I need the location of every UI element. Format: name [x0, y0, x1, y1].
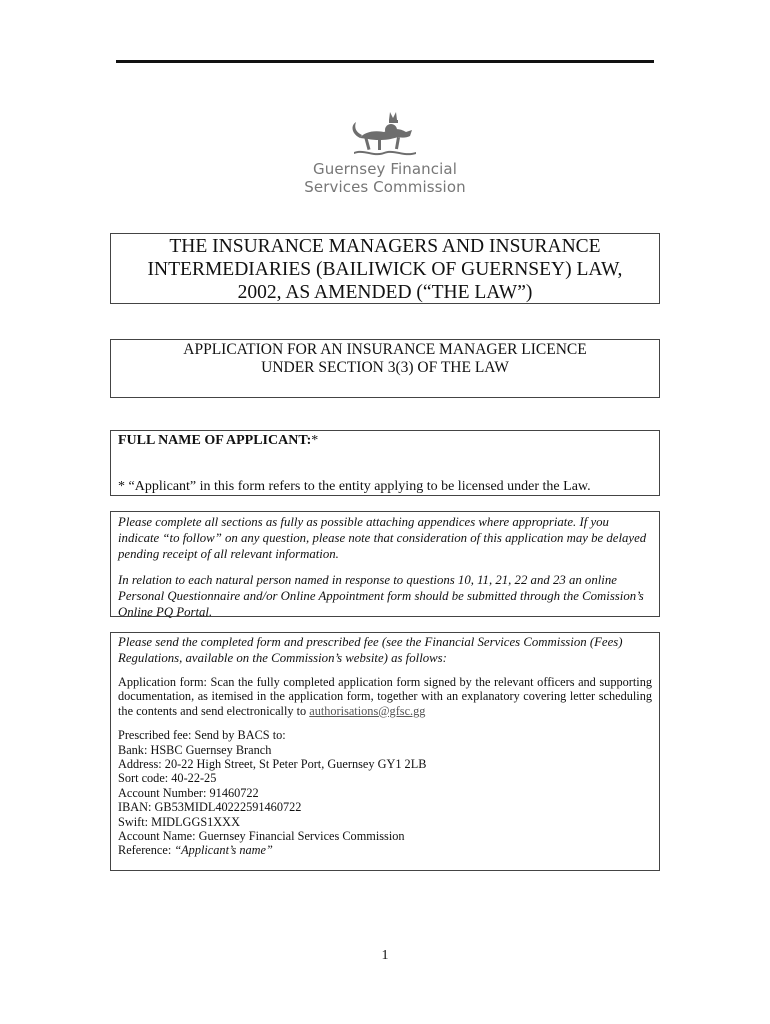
reference-value: “Applicant’s name”	[174, 843, 273, 858]
application-form-text: Application form: Scan the fully completed application form signed by the relevant officers and supporting documentation, as itemised in the application form, together with an explanatory covering letter scheduling the contents and send electronically to	[118, 675, 652, 718]
sort-code-line: Sort code: 40-22-25	[118, 771, 217, 786]
law-title-line: INTERMEDIARIES (BAILIWICK OF GUERNSEY) LAW,	[147, 259, 623, 280]
application-title-line: UNDER SECTION 3(3) OF THE LAW	[261, 359, 509, 376]
application-title-line: APPLICATION FOR AN INSURANCE MANAGER LICENCE	[183, 341, 587, 358]
email-link[interactable]: authorisations@gfsc.gg	[309, 703, 426, 718]
applicant-definition-note: * “Applicant” in this form refers to the entity applying to be licensed under the Law.	[118, 479, 591, 494]
submission-box	[110, 632, 660, 871]
instructions-box	[110, 511, 660, 617]
application-form-instructions	[118, 675, 652, 718]
reference-label: Reference:	[118, 843, 175, 858]
required-asterisk: *	[311, 433, 319, 448]
submission-intro: Please send the completed form and prescribed fee (see the Financial Services Commission (Fees) Regulations, available on the Commission’s website) as follows:	[118, 635, 623, 665]
reference-line	[118, 843, 652, 857]
instructions-paragraph: Please complete all sections as fully as possible attaching appendices where appropriate. If you indicate “to follow” on any question, please note that consideration of this application may be delayed pending receipt of all relevant information.	[118, 515, 647, 561]
law-title-line: 2002, AS AMENDED (“THE LAW”)	[237, 282, 533, 303]
gfsc-logo	[300, 108, 470, 203]
bank-line: Bank: HSBC Guernsey Branch	[118, 742, 272, 757]
address-line: Address: 20-22 High Street, St Peter Port, Guernsey GY1 2LB	[118, 757, 427, 772]
fee-heading: Prescribed fee: Send by BACS to:	[118, 728, 286, 743]
account-name-line: Account Name: Guernsey Financial Services Commission	[118, 829, 405, 844]
instructions-paragraph: In relation to each natural person named in response to questions 10, 11, 21, 22 and 23 an online Personal Questionnaire and/or Online Appointment form should be submitted through the Comission’s Online PQ Portal.	[118, 573, 644, 619]
top-rule	[116, 60, 654, 63]
application-title-box	[110, 339, 660, 398]
lion-crest-icon	[340, 108, 430, 160]
logo-line-2: Services Commission	[304, 178, 466, 196]
iban-line: IBAN: GB53MIDL40222591460722	[118, 800, 302, 815]
applicant-name-label: FULL NAME OF APPLICANT:	[118, 433, 312, 448]
account-number-line: Account Number: 91460722	[118, 785, 259, 800]
swift-line: Swift: MIDLGGS1XXX	[118, 814, 240, 829]
applicant-name-field[interactable]	[110, 430, 660, 496]
law-title-box	[110, 233, 660, 304]
page-number: 1	[381, 948, 389, 963]
logo-line-1: Guernsey Financial	[313, 160, 457, 178]
law-title-line: THE INSURANCE MANAGERS AND INSURANCE	[169, 236, 601, 257]
